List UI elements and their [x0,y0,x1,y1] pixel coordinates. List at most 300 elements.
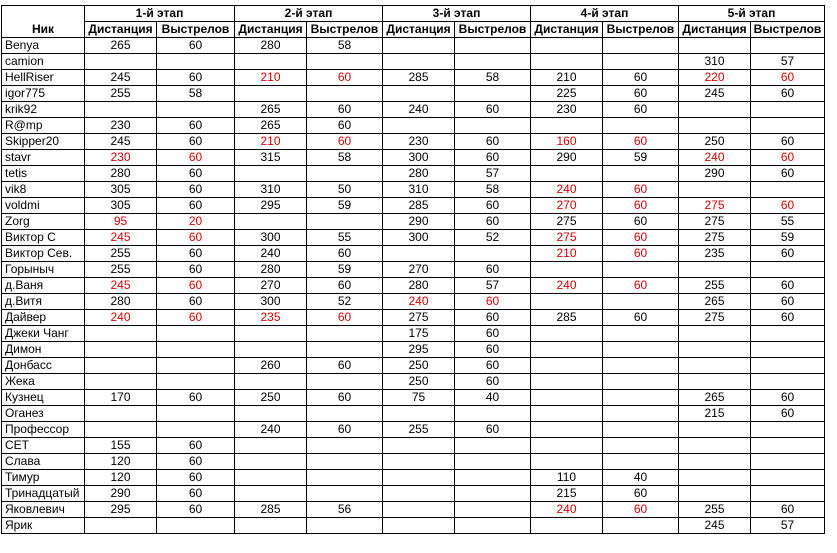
distance-cell: 245 [679,518,751,534]
shots-cell [307,166,383,182]
shots-cell: 59 [751,230,825,246]
distance-cell [85,518,157,534]
distance-cell [85,342,157,358]
distance-cell: 275 [531,214,603,230]
shots-cell: 60 [157,182,235,198]
shots-cell: 60 [307,70,383,86]
shots-cell: 60 [157,310,235,326]
shots-cell [603,390,679,406]
distance-cell [531,406,603,422]
shots-cell [307,518,383,534]
shots-cell: 60 [157,38,235,54]
distance-cell: 280 [235,38,307,54]
distance-cell [85,406,157,422]
shots-cell [603,342,679,358]
distance-cell: 225 [531,86,603,102]
table-row [2,326,825,342]
distance-cell: 280 [85,294,157,310]
table-row [2,54,825,70]
shots-cell: 58 [307,150,383,166]
shots-cell [751,486,825,502]
distance-cell [383,454,455,470]
table-row [2,390,825,406]
shots-cell [751,262,825,278]
distance-cell [679,454,751,470]
nick-cell: Тринадцатый [2,486,85,502]
distance-cell: 285 [383,70,455,86]
nick-cell: Skipper20 [2,134,85,150]
shots-cell: 40 [603,470,679,486]
distance-cell [85,422,157,438]
distance-cell: 110 [531,470,603,486]
distance-cell: 95 [85,214,157,230]
distance-cell [679,102,751,118]
distance-cell [235,454,307,470]
distance-cell [383,246,455,262]
distance-cell: 275 [679,198,751,214]
nick-cell: д.Ваня [2,278,85,294]
distance-cell: 240 [235,422,307,438]
distance-cell [531,518,603,534]
distance-cell: 220 [679,70,751,86]
shots-cell: 60 [307,310,383,326]
distance-cell [531,38,603,54]
table-row [2,214,825,230]
nick-cell: Виктор С [2,230,85,246]
shots-cell [751,118,825,134]
nick-cell: Димон [2,342,85,358]
shots-cell [307,454,383,470]
table-row [2,134,825,150]
distance-cell [679,38,751,54]
shots-cell: 60 [157,470,235,486]
shots-cell [603,438,679,454]
nick-cell: Benya [2,38,85,54]
results-table [1,5,825,534]
shots-cell: 60 [157,134,235,150]
nick-cell: Джеки Чанг [2,326,85,342]
distance-cell: 245 [85,278,157,294]
shots-cell: 55 [751,214,825,230]
distance-cell: 295 [383,342,455,358]
distance-cell: 250 [383,358,455,374]
distance-cell: 255 [85,86,157,102]
shots-cell [455,118,531,134]
distance-cell [383,38,455,54]
shots-cell: 60 [455,310,531,326]
distance-cell [85,358,157,374]
shots-cell: 60 [455,150,531,166]
shots-cell: 60 [157,118,235,134]
shots-cell: 60 [455,422,531,438]
distance-cell: 250 [235,390,307,406]
distance-cell: 290 [383,214,455,230]
nick-cell: krik92 [2,102,85,118]
shots-cell: 60 [157,294,235,310]
distance-cell: 255 [679,278,751,294]
distance-cell [85,374,157,390]
shots-cell: 60 [603,70,679,86]
shots-cell [751,342,825,358]
table-row [2,518,825,534]
table-row [2,70,825,86]
shots-cell [751,374,825,390]
shots-cell: 60 [751,166,825,182]
distance-cell [383,118,455,134]
distance-cell [531,262,603,278]
shots-cell: 60 [751,70,825,86]
shots-cell [157,326,235,342]
distance-cell: 255 [85,246,157,262]
distance-cell [383,54,455,70]
shots-cell: 20 [157,214,235,230]
distance-cell: 265 [235,118,307,134]
shots-cell: 60 [157,390,235,406]
table-row [2,502,825,518]
shots-cell [455,406,531,422]
shots-cell: 55 [307,230,383,246]
shots-cell: 60 [751,502,825,518]
shots-cell: 60 [455,102,531,118]
shots-cell [751,182,825,198]
distance-cell: 280 [85,166,157,182]
shots-cell: 60 [603,502,679,518]
shots-cell: 60 [603,86,679,102]
shots-header: Выстрелов [157,22,235,38]
shots-cell: 60 [157,262,235,278]
distance-header: Дистанция [235,22,307,38]
distance-cell: 275 [679,214,751,230]
shots-cell: 52 [307,294,383,310]
distance-cell: 240 [85,310,157,326]
distance-cell: 295 [235,198,307,214]
distance-cell [235,470,307,486]
nick-cell: Горыныч [2,262,85,278]
distance-cell [85,102,157,118]
stage-header-row [2,6,825,22]
shots-cell: 60 [751,278,825,294]
subheader-row [2,22,825,38]
shots-cell [455,502,531,518]
distance-cell: 265 [679,390,751,406]
distance-cell [383,406,455,422]
distance-cell [235,214,307,230]
shots-cell: 59 [307,262,383,278]
distance-cell [235,166,307,182]
nick-cell: Zorg [2,214,85,230]
distance-cell [679,182,751,198]
distance-cell: 310 [679,54,751,70]
shots-cell [157,374,235,390]
table-row [2,38,825,54]
shots-cell [751,38,825,54]
distance-cell [531,118,603,134]
shots-cell: 60 [455,198,531,214]
shots-cell [307,342,383,358]
distance-cell: 250 [679,134,751,150]
shots-cell [603,358,679,374]
distance-cell: 240 [383,102,455,118]
shots-cell [157,358,235,374]
distance-cell [235,518,307,534]
distance-cell: 260 [235,358,307,374]
shots-cell: 60 [157,454,235,470]
shots-cell: 60 [603,102,679,118]
distance-cell [235,406,307,422]
distance-cell: 250 [383,374,455,390]
shots-cell [751,454,825,470]
distance-cell: 295 [85,502,157,518]
shots-cell: 60 [751,198,825,214]
shots-cell: 60 [603,182,679,198]
table-row [2,118,825,134]
shots-cell [751,358,825,374]
table-row [2,166,825,182]
shots-cell: 40 [455,390,531,406]
distance-cell: 300 [235,230,307,246]
table-row [2,230,825,246]
shots-cell: 57 [751,54,825,70]
distance-cell: 210 [235,70,307,86]
distance-cell: 235 [679,246,751,262]
distance-cell: 285 [531,310,603,326]
distance-cell: 210 [531,70,603,86]
shots-cell [307,374,383,390]
shots-cell [307,54,383,70]
table-body [2,38,825,534]
distance-cell: 270 [383,262,455,278]
distance-cell: 175 [383,326,455,342]
shots-cell: 60 [603,230,679,246]
shots-cell: 60 [307,390,383,406]
distance-cell: 285 [235,502,307,518]
table-row [2,262,825,278]
distance-cell: 270 [235,278,307,294]
shots-cell: 60 [157,150,235,166]
shots-cell: 60 [157,230,235,246]
distance-cell [531,54,603,70]
distance-cell: 275 [531,230,603,246]
shots-cell [307,326,383,342]
distance-cell [235,374,307,390]
shots-cell: 60 [307,422,383,438]
shots-cell: 60 [751,294,825,310]
shots-cell: 60 [307,358,383,374]
shots-cell: 60 [455,342,531,358]
shots-cell [751,470,825,486]
shots-cell: 57 [455,166,531,182]
shots-cell: 60 [455,262,531,278]
nick-cell: д.Витя [2,294,85,310]
shots-cell [455,470,531,486]
distance-cell: 255 [679,502,751,518]
distance-header: Дистанция [383,22,455,38]
shots-cell: 60 [751,246,825,262]
shots-cell: 60 [157,166,235,182]
shots-cell [603,118,679,134]
shots-cell: 60 [307,134,383,150]
distance-cell: 230 [383,134,455,150]
distance-cell [679,486,751,502]
shots-cell: 59 [307,198,383,214]
distance-cell: 240 [531,278,603,294]
nick-cell: Тимур [2,470,85,486]
shots-cell: 60 [603,134,679,150]
table-row [2,102,825,118]
table-row [2,246,825,262]
table-row [2,470,825,486]
distance-cell [383,502,455,518]
shots-cell [455,54,531,70]
distance-cell: 255 [383,422,455,438]
shots-cell [157,102,235,118]
table-row [2,198,825,214]
distance-cell [383,438,455,454]
shots-cell: 60 [157,278,235,294]
table-row [2,438,825,454]
nick-cell: Кузнец [2,390,85,406]
distance-cell: 210 [531,246,603,262]
distance-cell: 240 [235,246,307,262]
table-row [2,486,825,502]
shots-cell [603,38,679,54]
distance-cell: 215 [679,406,751,422]
shots-cell [455,86,531,102]
distance-cell: 230 [85,150,157,166]
distance-cell: 245 [85,70,157,86]
table-row [2,374,825,390]
shots-cell: 60 [751,406,825,422]
distance-cell: 310 [383,182,455,198]
distance-cell [679,262,751,278]
nick-cell: Дайвер [2,310,85,326]
shots-header: Выстрелов [455,22,531,38]
shots-cell: 58 [455,182,531,198]
shots-cell: 58 [157,86,235,102]
distance-cell: 290 [85,486,157,502]
nick-cell: HellRiser [2,70,85,86]
distance-cell: 305 [85,182,157,198]
shots-cell [307,470,383,486]
nick-cell: vik8 [2,182,85,198]
shots-cell [307,438,383,454]
shots-cell: 58 [307,38,383,54]
shots-cell: 52 [455,230,531,246]
distance-cell: 275 [383,310,455,326]
shots-cell [307,406,383,422]
distance-cell [531,422,603,438]
shots-cell: 60 [307,246,383,262]
distance-cell: 290 [531,150,603,166]
distance-cell: 265 [235,102,307,118]
shots-cell: 60 [603,198,679,214]
shots-cell [157,342,235,358]
distance-cell: 155 [85,438,157,454]
distance-cell [531,374,603,390]
nick-cell: Оганез [2,406,85,422]
distance-cell [85,326,157,342]
shots-cell: 60 [751,390,825,406]
distance-cell [531,294,603,310]
shots-cell [307,86,383,102]
distance-cell: 210 [235,134,307,150]
distance-cell [383,470,455,486]
distance-cell: 265 [679,294,751,310]
distance-cell [531,390,603,406]
shots-cell [603,518,679,534]
distance-cell [531,166,603,182]
shots-cell [455,454,531,470]
distance-cell: 75 [383,390,455,406]
shots-cell [751,326,825,342]
table-row [2,278,825,294]
distance-header: Дистанция [85,22,157,38]
distance-header: Дистанция [679,22,751,38]
shots-cell: 60 [603,214,679,230]
shots-cell [603,166,679,182]
shots-cell: 60 [157,486,235,502]
distance-cell: 310 [235,182,307,198]
shots-cell: 60 [603,310,679,326]
shots-cell: 60 [307,102,383,118]
nick-cell: R@mp [2,118,85,134]
shots-cell [455,518,531,534]
distance-cell [235,54,307,70]
distance-cell [85,54,157,70]
table-row [2,422,825,438]
distance-cell [235,326,307,342]
distance-cell: 315 [235,150,307,166]
shots-cell: 60 [455,214,531,230]
distance-cell: 120 [85,470,157,486]
distance-cell [679,470,751,486]
shots-cell [751,102,825,118]
nick-cell: camion [2,54,85,70]
shots-cell: 60 [751,134,825,150]
distance-cell: 305 [85,198,157,214]
nick-cell: Профессор [2,422,85,438]
distance-cell: 235 [235,310,307,326]
stage-4-header: 4-й этап [531,6,679,22]
table-row [2,342,825,358]
shots-cell: 57 [751,518,825,534]
shots-cell [307,486,383,502]
stage-5-header: 5-й этап [679,6,825,22]
shots-cell: 60 [603,486,679,502]
shots-cell: 50 [307,182,383,198]
shots-cell: 57 [455,278,531,294]
table-row [2,310,825,326]
nick-cell: voldmi [2,198,85,214]
shots-cell [603,262,679,278]
distance-cell: 280 [235,262,307,278]
distance-cell: 265 [85,38,157,54]
stage-1-header: 1-й этап [85,6,235,22]
shots-cell: 60 [157,502,235,518]
nick-cell: Ярик [2,518,85,534]
shots-cell: 58 [455,70,531,86]
distance-cell: 270 [531,198,603,214]
distance-cell [679,326,751,342]
shots-cell: 60 [157,198,235,214]
shots-cell [455,246,531,262]
table-row [2,406,825,422]
shots-cell [751,422,825,438]
distance-cell [383,86,455,102]
distance-cell [235,486,307,502]
stage-3-header: 3-й этап [383,6,531,22]
distance-cell [679,118,751,134]
